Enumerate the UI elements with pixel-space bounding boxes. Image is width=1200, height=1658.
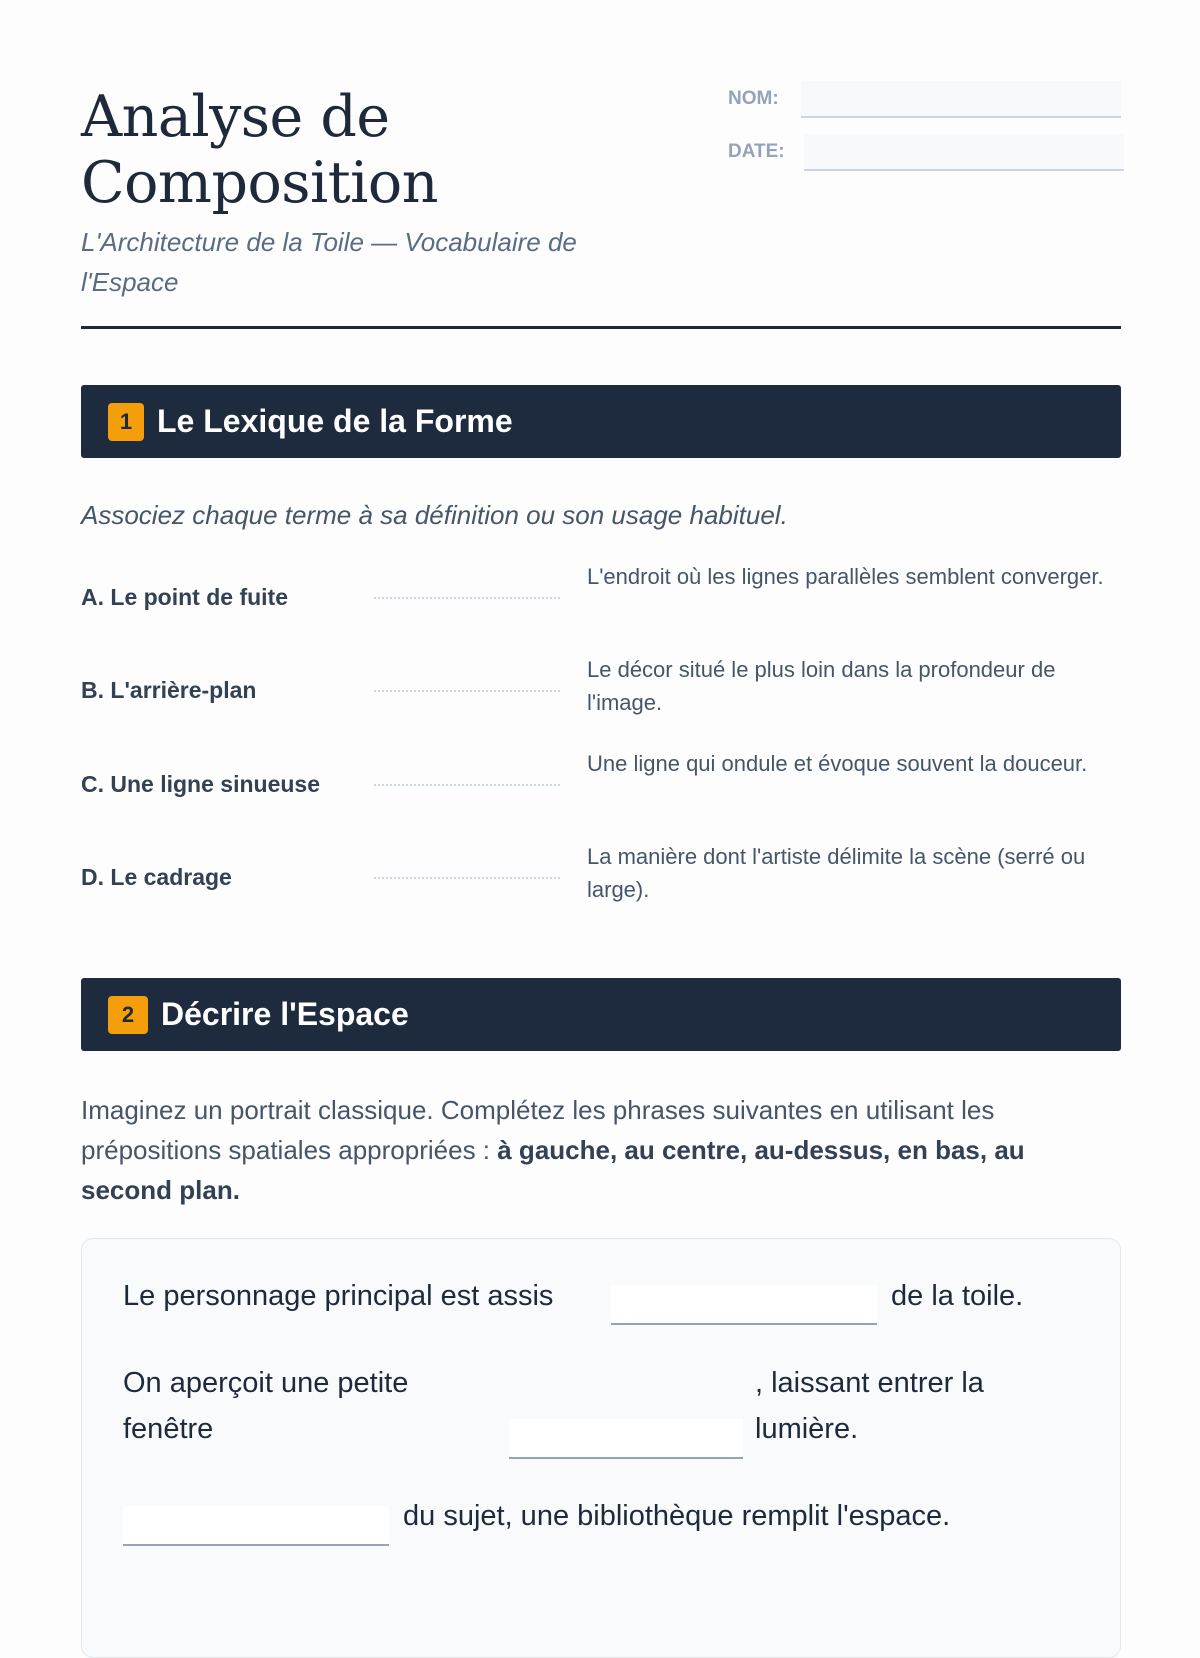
match-definition: Le décor situé le plus loin dans la profondeur de l'image. — [587, 657, 1056, 715]
sentence-2-end: lumière. — [755, 1413, 859, 1445]
sentence-2-middle: , laissant entrer la — [755, 1367, 984, 1399]
header-divider — [81, 326, 1121, 329]
match-row-d — [81, 837, 1121, 917]
match-term: D. Le cadrage — [81, 864, 232, 890]
section-1-instruction: Associez chaque terme à sa définition ou son usage habituel. — [81, 500, 788, 530]
match-term: A. Le point de fuite — [81, 584, 288, 610]
section-2-title: Décrire l'Espace — [161, 996, 409, 1032]
dotted-answer-line[interactable] — [374, 690, 560, 692]
sentence-3-end: du sujet, une bibliothèque remplit l'espace. — [403, 1500, 951, 1532]
page-subtitle: L'Architecture de la Toile — Vocabulaire de l'Espace — [81, 227, 577, 297]
page-title: Analyse de Composition — [81, 84, 438, 216]
name-field[interactable] — [801, 81, 1121, 118]
section-2-header — [81, 978, 1121, 1051]
match-term: B. L'arrière-plan — [81, 677, 257, 703]
sentence-1-end: de la toile. — [891, 1280, 1024, 1312]
dotted-answer-line[interactable] — [374, 597, 560, 599]
section-1-number-badge: 1 — [108, 403, 144, 441]
match-term: C. Une ligne sinueuse — [81, 771, 320, 797]
name-label: NOM: — [728, 88, 779, 109]
section-1-header — [81, 385, 1121, 458]
dotted-answer-line[interactable] — [374, 784, 560, 786]
match-row-a — [81, 557, 1121, 637]
blank-input-3[interactable] — [123, 1506, 389, 1546]
worksheet-header — [81, 0, 1121, 330]
section-2-number-badge: 2 — [108, 996, 148, 1034]
dotted-answer-line[interactable] — [374, 877, 560, 879]
blank-input-1[interactable] — [611, 1285, 877, 1325]
section-2-intro — [81, 1090, 1121, 1210]
sentence-2-continuation: fenêtre — [123, 1413, 214, 1445]
preposition-list: à gauche, au centre, au-dessus, en bas, au second plan. — [81, 1135, 1025, 1205]
sentence-1-start: Le personnage principal est assis — [123, 1280, 554, 1312]
section-1-title: Le Lexique de la Forme — [157, 403, 513, 439]
worksheet-page — [81, 0, 1121, 1532]
intro-text: Imaginez un portrait classique. Complétez les phrases suivantes en utilisant les prépositions spatiales appropriées : — [81, 1095, 995, 1165]
blank-input-2[interactable] — [509, 1419, 743, 1459]
match-row-b — [81, 650, 1121, 730]
date-field[interactable] — [804, 134, 1124, 171]
match-definition: L'endroit où les lignes parallèles semblent converger. — [587, 564, 1104, 589]
match-row-c — [81, 744, 1121, 824]
match-definition: La manière dont l'artiste délimite la scène (serré ou large). — [587, 844, 1086, 902]
sentence-2-start: On aperçoit une petite — [123, 1367, 409, 1399]
match-definition: Une ligne qui ondule et évoque souvent la douceur. — [587, 751, 1088, 776]
date-label: DATE: — [728, 141, 785, 162]
fill-in-exercise-box — [81, 1238, 1121, 1658]
